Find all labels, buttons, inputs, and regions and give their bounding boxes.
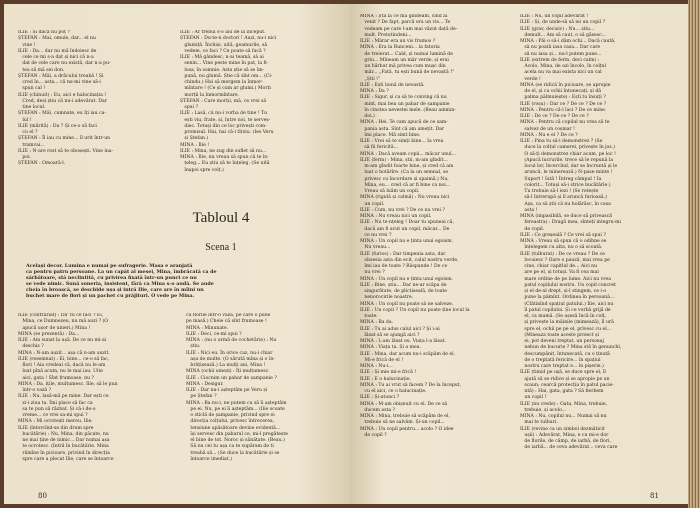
text-line: ȘTEFAN : Du-te-n doctori ! Auzi, nu-i nici xyxy=(180,36,277,42)
text-line: MINA : Viața ta. Și a mea. xyxy=(360,345,421,351)
text-line: MINA : Un copil nu e ținta unui egoism. xyxy=(360,276,454,282)
text-line: ILIE : Ești bună de nevastă. xyxy=(360,82,425,88)
text-line: ȘTEFAN : Măi, cumnate, eu îți iau ca- xyxy=(18,111,106,117)
text-line: trebuie, și acolo... xyxy=(520,407,567,413)
text-line: ȘTEFAN : Care morții, mă, ce vrei să xyxy=(180,98,267,104)
text-line: ȘTEFAN : Îl iau cu mine... îl urit într-un xyxy=(18,136,111,142)
text-line: MINA : Ba nu-i, ne putem ca să îi așteptăm xyxy=(186,400,287,406)
text-line: de o treptată fericire... în spațiul xyxy=(520,357,601,363)
text-line: așa de multe. (O sărută mîna și o în- xyxy=(186,356,275,362)
text-line: ILIE (timid pe ușă, se duce spre el, îl xyxy=(520,370,606,376)
text-line: MINA : Un copil pentru... acolo ? O idee xyxy=(360,426,454,432)
text-line: tine locul. xyxy=(18,105,46,110)
text-line: dat de cele care nu există, dar n-a pu- xyxy=(18,61,111,67)
text-line: duce la colțul camerei, privește în jos.) xyxy=(520,145,615,151)
text-line: ILIE : Un copil ? Un copil nu poate ține locul la xyxy=(360,307,470,313)
text-line: obsesia asta din ecit, calul nostru verde, xyxy=(360,257,459,263)
text-line: ILIE (mărită) : Da ? Și ce-o să faci xyxy=(18,123,97,129)
text-line: ILIE : Mă gândesc, n-ai teamă, să ai xyxy=(180,55,264,60)
text-line: țeleg... Eu știu să te înțeleg. (Se uită xyxy=(180,161,270,167)
text-line: Așa, ca să știi că nu holărăsc, în casa xyxy=(520,201,611,207)
text-line: toate. xyxy=(360,314,378,319)
text-line: MINA : Păi o să-i dăm ochi... Dacă caută, xyxy=(520,39,616,44)
text-line: ILIE (contrariat) : Da' tu ce faci ? Ei, xyxy=(18,313,104,318)
text-line: promisul. Hai, hai că-i tîrziu. (Ies Veru xyxy=(180,130,274,135)
right-col1 xyxy=(360,14,522,439)
text-line: nu vrei ? xyxy=(360,270,385,276)
text-line: MINA : N-am auzit... așa că n-am auzit. xyxy=(18,350,110,356)
left-col1-top xyxy=(18,30,170,168)
left-col1-bottom xyxy=(18,313,178,463)
text-line: fereastra) : Dragă mea, sînteți integru-mi xyxy=(520,220,621,226)
text-line: ILIE : Am sunat la ușă. De ce nu mi-ai xyxy=(18,338,107,343)
text-line: ILIE : Ciocnim un pahar de șampanie ? xyxy=(186,375,277,381)
text-line: ILIE : Pina tu să-i demonstrez ? (Se xyxy=(520,139,603,144)
text-line: MINA : M-am obișnuit cu el. De ce să xyxy=(360,401,448,407)
text-line: se vede nimic. Sună soneria, insistent, fără ca Mina s-o audă. Se aude xyxy=(26,281,214,287)
text-line: MINA : Era la Runceni... la fatoria xyxy=(360,45,440,51)
text-line: cu el aici, ce o halucinație. xyxy=(360,389,427,394)
text-line: ILIE (extrem de ferm, deci calm) : xyxy=(520,57,600,63)
text-line: ILIE : Ar trebui s-o iau de la început. xyxy=(180,30,266,35)
text-line: „Știi !” xyxy=(360,76,381,82)
text-line: salvez de un coșmar ! xyxy=(520,126,575,132)
text-line: bucătărie) : Nu, Mina, din păcate, nu xyxy=(18,431,109,437)
text-line: îmi place. Mă simt bine. xyxy=(360,132,421,138)
text-line: MINA (ochii umezi) : Îți mulțumesc. xyxy=(186,369,270,375)
text-line: pună, nu glumă. Știe că sînt om... (Ci- xyxy=(180,73,273,79)
text-line: losa, în somnie. Asta știe să se îm- xyxy=(180,67,265,73)
text-line: și el de-al drept, și-l stingem, ce i-o xyxy=(520,289,607,294)
text-line: ILIE : Și-atunci ? xyxy=(360,395,400,401)
text-line: ȘTEFAN : Mai, omule, dar... el nu xyxy=(18,36,96,42)
text-line: descumpănit, întunecată, cu o ținută xyxy=(520,351,610,357)
text-line: își servesc din paharul ce, mi-l pregătește xyxy=(186,431,288,437)
text-line: morții la înmormîntare. xyxy=(180,92,240,98)
text-line: sărbătoare, stă neclintită, cu privirea fixată într-un punct ce nu xyxy=(26,275,197,281)
text-line: Nu vreau... xyxy=(360,245,391,251)
text-line: sa te pun să răzbat. Și că-i de-o xyxy=(18,406,96,412)
text-line: măr... „Fată, tu ești bună de nevastă !” xyxy=(360,70,455,76)
text-line: și Ștefan.) xyxy=(180,136,209,142)
text-line: ILIE : Și mie mi-e frică ! xyxy=(360,370,417,376)
text-line: colorit... Totuși să-i strice bucătărie.) xyxy=(520,182,611,188)
text-line: are pe el, și totuși. Va fi cea mai xyxy=(520,270,599,276)
text-line: locul lor, încercînd, dar se încruntă și le xyxy=(520,164,618,169)
text-line: ntă) : Hai, gata, gata ? Să fierbem xyxy=(520,389,604,394)
text-line: (Clătinînd spațiul patului.) Ilie, aici nu xyxy=(520,301,614,307)
text-line: să nu iasa și... nu-l putem pune... xyxy=(520,51,602,57)
text-line: MINA : (nu o urmă de cochetărie) : Nu xyxy=(186,338,277,343)
text-line: de el, și cu ochii întunecați, și dă xyxy=(520,89,602,94)
text-line: cele ce mi s-a dat și nici că n-a xyxy=(18,55,94,60)
text-line: ILIE (chinuit) : Eu, aici e halucinația ! xyxy=(18,92,107,98)
text-line: Mi-e frică de el ! xyxy=(360,357,404,363)
text-line: pania asta. Sînt că am amețit. Dar xyxy=(360,126,445,132)
text-line: poi. xyxy=(18,155,32,160)
text-line: ILIE : Bine, știu... Dar ne-ar scăpa de xyxy=(360,282,447,288)
text-line: mai te tulburi. xyxy=(520,420,558,426)
text-line: MINA : Nu e el ? De ce ? xyxy=(520,132,578,138)
text-line: lul ! xyxy=(18,117,32,123)
text-line: Mina, ce Dumnezeu, nu mă auzi ? (O xyxy=(18,319,109,325)
text-line: spui ? xyxy=(180,105,199,110)
text-line: lăsat să se ajungă aici ? xyxy=(360,332,420,338)
text-line: MINA : Ba da. xyxy=(360,320,394,326)
text-line: privesc cu încordare și spaimă.) Nu, xyxy=(360,176,449,182)
text-line: Acolo, Mina, de azi încolo, în colțul xyxy=(520,64,607,69)
text-line: MINA : Nu-i... xyxy=(360,364,393,369)
text-line: spre el, ochii pe pe el, privesc cu el... xyxy=(520,326,612,332)
text-line: (Apucă lucrurile, trece să le repună la xyxy=(520,157,613,163)
text-line: asta ! xyxy=(520,207,538,213)
text-line: Tu trebuie să-l iezi ! (Se rotește xyxy=(520,189,599,194)
text-line: cheia în broască, se deschide ușa și intră Ilie, care are în mîini un xyxy=(26,287,204,293)
text-line: spre care a plecat Ilie, care se întoarce xyxy=(18,456,114,462)
text-line: MINA : Hei. Te cam apucă de ce sam- xyxy=(360,120,448,126)
text-line: ILIE (tulburat) : De ce vreau ? De ce xyxy=(520,251,605,257)
text-line: ILIE (grav, decisiv) : Nu... știu... xyxy=(520,26,595,32)
text-line: MINA : Un copil nu poate să ne salveze. xyxy=(360,301,454,307)
text-line: o sticlă de șampanie, privind spre ei xyxy=(186,413,275,418)
text-line: vine ! xyxy=(18,42,36,48)
text-line: ILIE : Nu te-nțeleg ! Doar tu spuneai că, xyxy=(360,220,454,226)
text-line: ILIE (întorcînd-se din drum spre xyxy=(18,425,94,431)
text-line: MINA : Dacă aveam copii... măcar unul... xyxy=(360,151,456,157)
text-line: brățișează.) La mulți ani, Mina ! xyxy=(186,363,266,368)
text-line: trebuie să ne salvăm. Și-un copil... xyxy=(360,420,445,426)
text-line: ILIE : Nu, un copil adevărat ! xyxy=(520,14,589,19)
text-line: MINA : Mi ocrotești mereu, Ilie. xyxy=(18,419,93,425)
text-line: ILIE (ferm) : Mina, știi, m-am gîndit... xyxy=(360,157,448,163)
text-line: m-am gîndit foarte bine, și cred că am xyxy=(360,164,454,169)
text-line: mult. Pretutindeni... xyxy=(360,32,412,38)
text-line: un copil. xyxy=(360,201,385,207)
text-line: MINA : Da, ițile, mulțumesc. Ilie, să le pun xyxy=(18,381,118,387)
text-line: verde ! xyxy=(520,76,541,82)
text-line: ILIE (roșu) : Dar ce ? De ce ? De ce ? xyxy=(520,101,607,107)
text-line: să-l întrerupă și îl aruncă furioasă.) xyxy=(520,195,607,201)
text-line: ȘTEFAN : Omoară-l. xyxy=(18,161,66,167)
text-line: diec. Totuși din ce loc privești com- xyxy=(180,123,267,129)
text-line: ei, pot deveni treptat, un personaj xyxy=(520,339,604,344)
text-line: ce nu vrei ? xyxy=(360,232,392,238)
text-line: Suport ! Iată ! Întreg câmpul ! Ia xyxy=(520,176,602,182)
text-line: mare ordine de pe lume. Aici nu vrea xyxy=(520,276,611,282)
text-line: direcția colțului, privesc întrecerea, xyxy=(186,419,275,425)
text-line: MINA : Pentru că-l laci ? De ce mine. xyxy=(520,107,607,113)
text-line: vedeam pe care l-am mai văzut dată de- xyxy=(360,26,458,32)
text-line: de treierat... Cald, și numai lumină de xyxy=(360,51,453,57)
text-line: locuiesc ? Oare o pauză, mai vrea pe xyxy=(520,257,610,263)
text-line: ILIE : Mina, ne zug din suflet să nu... xyxy=(180,148,267,154)
text-line: spun cal ! xyxy=(18,86,46,92)
text-line: nenorocirile noastre. xyxy=(360,295,414,301)
left-page xyxy=(4,4,350,504)
text-line: (Mineaza toate aceste proiect și xyxy=(520,332,599,338)
text-line: ILIE : Da... dar nu mă îndoiesc de xyxy=(18,48,97,54)
text-line: luat pînă acum, nu le mai iau. Uite xyxy=(18,369,104,375)
text-line: cred în... asta... că nu-mi vine să-i xyxy=(18,80,101,85)
text-line: mîntare ! (Ce și cum ar glumi.) Morți xyxy=(180,86,271,92)
text-line: griu... Mîneam un măr verde, și erai xyxy=(360,57,449,63)
text-line: treabă să... (Se duce la bucătărie și se xyxy=(186,450,280,456)
text-line: ILIE : Cum, nu vrei ? De ce nu vrei ? xyxy=(360,207,445,213)
book-edge xyxy=(688,0,700,508)
text-line: pe masă.) Cheie că sînt frumoase ! xyxy=(186,319,267,325)
text-line: apucă ușor de umeri.) Mina ! xyxy=(18,325,91,331)
text-line: palma pălmuiește) : Ești tu însuți ? xyxy=(520,95,606,101)
text-line: Vreau să luăm un copil. xyxy=(360,189,420,194)
text-line: ILIE : Dar nu-i așteptăm pe Veru și xyxy=(186,388,268,393)
text-line: aruncă, le minerează.) N-pase minte ! xyxy=(520,170,613,176)
text-line: ILIE : De ce ? De ce ? De ce ? xyxy=(520,114,589,119)
text-line: acela nu va mai exista nici un cal xyxy=(520,70,602,76)
text-line: MINA (impasibilă, se duce să privească xyxy=(520,214,613,219)
text-line: te ocrotesc. (Intră în bucătărie. Mina xyxy=(18,444,109,450)
text-line: tensiune apăsătoare devine evidentă... xyxy=(186,425,281,431)
text-line: să fii fericită... xyxy=(360,145,399,151)
text-line: MINA (rigidă și calmă) : Nu vreau nici xyxy=(360,195,450,201)
text-line: ILIE : N-are rost să te obosești. Vine ina- xyxy=(18,148,114,154)
text-line: de iarbă... de ceva adevărat... ceva care xyxy=(520,445,618,451)
text-line: deschis ? xyxy=(18,344,44,350)
text-line: ILIE (resemnat) : Ei, bine... ce-o să fac, xyxy=(18,356,110,362)
text-line: ILIE : Mărar era un vis frumos ? xyxy=(360,39,436,44)
stage-direction xyxy=(26,263,348,299)
text-line: demult... Am să caut, o să găsesc... xyxy=(520,32,607,38)
text-line: MINA : Nu, copilul nu... Numai să nu xyxy=(520,414,607,419)
text-line: întoarce imediat.) xyxy=(186,456,232,462)
text-line: ILIE (revine ca un simbol dezmăticit xyxy=(520,426,605,432)
text-line: zi-i ziua ta. Îmi place să fac ca xyxy=(18,400,93,406)
text-line: ILIE : Și, de unde-să să iei un copil ? xyxy=(520,20,606,26)
text-line: MINA : Minunate. xyxy=(186,325,229,331)
text-line: MINA : Da ? xyxy=(360,89,389,94)
text-line: vreme... ce vrei sa-mi spui ? xyxy=(18,413,88,418)
text-line: mint, mai bea un pahar de șampanie xyxy=(360,101,450,107)
text-line: ILIE (furios) : Dar timpenia asta, dar xyxy=(360,251,446,257)
text-line: Cred, deși știu că nu-i adevărat. Dar xyxy=(18,98,107,104)
text-line: glumiță. Închiși, uită, geamurile, să xyxy=(180,42,268,48)
text-line: cine, chiar capitlul de... Aici nu xyxy=(520,264,598,269)
text-line: Același decor. Lumina e numai pe sufragerie. Masa e aranjată xyxy=(26,263,193,269)
page-number-right: 81 xyxy=(650,492,659,500)
text-line: venit ? De fapt, parcă era un vis... Te xyxy=(360,20,451,26)
text-line: MINA : Un copil nu e ținta unui egoism. xyxy=(360,239,454,244)
text-line: ca pentru patru persoane. La un capăt al mesei, Mina, îmbrăcată ca de xyxy=(26,269,217,275)
text-line: buchet mare de flori și un pachet cu prăjituri. O vede pe Mina. xyxy=(26,293,195,299)
text-line: chindu.) Hai să mergem la înmor- xyxy=(180,80,263,85)
text-line: de copil ? xyxy=(360,432,387,438)
text-line: în cinstea nevestei mele. (Beau ammin- xyxy=(360,107,456,113)
text-line: O să-ți demonstrez chiar acum, pe loc ! xyxy=(520,151,616,157)
text-line: MINA : Nu vreau nici un copil. xyxy=(360,214,432,219)
text-line: ȘTEFAN : Măi, a drăcului treabă ! Și xyxy=(18,73,104,79)
text-line: dacă am fi avut un copil, măcar... De xyxy=(360,226,450,232)
page-number-left: 80 xyxy=(38,492,47,500)
scene-title: Scena 1 xyxy=(205,242,237,253)
text-line: senin... Vine peste mine în pat, la fi- xyxy=(180,61,269,67)
text-line: îl patul copilului. Și ce vorbă grijă de xyxy=(520,307,611,313)
text-line: ILIE : Deci, ce-mi spui ? xyxy=(186,331,242,337)
text-line: MINA : Știi la ce mă gîndeam, cînd ai xyxy=(360,14,448,19)
text-line: ILIE : Nu, lasă-mă pe mine. Dar ești ce xyxy=(18,394,109,400)
text-line: patul copilului nostru. Un copil concret xyxy=(520,282,616,288)
text-line: ILIE : Tu ai adus calul aici ? Și i-ai xyxy=(360,326,440,332)
text-line: de florile, de câmp, de iarbă, de flori, xyxy=(520,439,611,444)
text-line: MINA : Ilie ! xyxy=(180,142,210,148)
left-col2-top xyxy=(180,30,342,174)
text-line: aici, gata ! Sînt frumoase, nu ? xyxy=(18,375,95,381)
text-line: tramvai... xyxy=(18,142,45,148)
text-line: nostru care treptat e... în pișerie.) xyxy=(520,364,604,369)
text-line: ILIE : Lasă, că nu-i vorba de tine ! Tu xyxy=(180,111,268,117)
text-line: cu florile într-o vază, pe care o pune xyxy=(186,313,271,318)
text-line: înțelegem cu alta, nu o să scoată. xyxy=(520,245,603,251)
right-col2 xyxy=(520,14,684,452)
text-line: MINA : L-am lăsat eu. Viața l-a lăsat. xyxy=(360,339,447,344)
text-line: MINA : Pentru că copilul nu vrea să te xyxy=(520,120,610,126)
text-line: singurătate, de plictiseală, de toate xyxy=(360,289,447,294)
text-line: ILIE : Ce greșeală ? Ce vrei să spui ? xyxy=(520,232,606,238)
text-line: nebun de bucurie ? Mina stă în genunchi, xyxy=(520,345,622,351)
text-line: un bărbat mă privea cum mușc din xyxy=(360,64,446,69)
text-line: flori ! Aia credeai că, dacă nu le-am xyxy=(18,363,106,368)
text-line: ILIE : Nici eu. În orice caz, nu-i chiar xyxy=(186,350,273,356)
text-line: pe ei. Nu, pe ei îi așteptăm... (Ilie scoate xyxy=(186,406,285,412)
text-line: Mina, eu... cred că ar fi bine ca noi... xyxy=(360,182,451,188)
text-line: Să nu cei tu așa ca te supăram de ti xyxy=(186,444,274,450)
text-line: MINA (se prezentă) : Da... xyxy=(18,331,80,337)
text-line: să nu poată iasa casa... Dar care xyxy=(520,45,601,51)
text-line: ILIE : E o halucinație. xyxy=(360,376,411,382)
text-line: un copil ! xyxy=(520,395,547,401)
text-line: pune la pămînt. Ordinea în persoană... xyxy=(520,295,615,301)
text-line: vedem, ce faci ? Ce poate să facă ? xyxy=(180,48,266,54)
text-line: MINA : Desigur. xyxy=(186,381,224,387)
text-line: MINA : Tu ai vrut să facem ? De la început, xyxy=(360,382,462,388)
text-line: ILIE : Mina, dar acum nu-i scăpăm de el. xyxy=(360,351,456,357)
text-line: ILIE : Sigur, și ca să te conving că nu xyxy=(360,95,447,101)
text-line: înapoi spre colț.) xyxy=(180,167,224,173)
text-line: ne mai ține de nimic... Dar numai așa xyxy=(18,438,110,443)
text-line: scaun; cearcă protecția în patul pacie- xyxy=(520,382,614,388)
text-line: și privește la mâinile (mimează), îl ură xyxy=(520,320,614,326)
text-line: luat o hotărîre. (Ca la un semnal, se xyxy=(360,170,449,176)
text-line: el, ca mamă. (Se așeză încă în colț, xyxy=(520,314,607,319)
text-line: ILIE : Și dacă nu poț ? xyxy=(18,30,70,35)
text-line: doi.) xyxy=(360,114,375,119)
text-line: MINA : Vreau să spun că o odihne se xyxy=(520,239,607,244)
text-line: ducem asta ? xyxy=(360,407,395,413)
text-line: MINA : Mina, trebuie să scăpăm de el, xyxy=(360,414,450,419)
text-line: ești viu, frate, și, între noi, te serveș- xyxy=(180,117,271,123)
right-page xyxy=(350,4,688,504)
text-line: MINA : Ilie, nu vreau să spun că te în- xyxy=(180,155,269,160)
text-line: ajută să se ridice și se apropie pe un xyxy=(520,376,610,382)
left-col2-bottom xyxy=(186,313,344,463)
text-line: MINA (se ridică în picioare, se apropie xyxy=(520,82,611,88)
text-line: rămîne în picioare, privind în direcția xyxy=(18,450,110,456)
text-line: îmi iau de toate ? Răspunde ! De ce xyxy=(360,264,448,269)
text-line: cu el ? xyxy=(18,130,38,135)
act-title: Tabloul 4 xyxy=(192,210,250,226)
text-line: pe Ștefan ? xyxy=(186,394,217,400)
text-line: știu. xyxy=(186,344,201,350)
text-line: ușii) : Adevărat, Mina, e cu mi-e dor xyxy=(520,432,609,438)
text-line: într-o vază ? xyxy=(18,388,52,393)
text-line: el bine de tot. Noroc și sănătate. (Beau.) xyxy=(186,438,285,443)
text-line: de copil. xyxy=(520,226,545,232)
text-line: ILIE : Vrei să te simți bine... Ia vrea xyxy=(360,139,444,144)
text-line: tea să mă sei don. xyxy=(18,67,65,73)
text-line: ILIE (nu crede) : Gata, Mina, trebuie, xyxy=(520,401,608,407)
